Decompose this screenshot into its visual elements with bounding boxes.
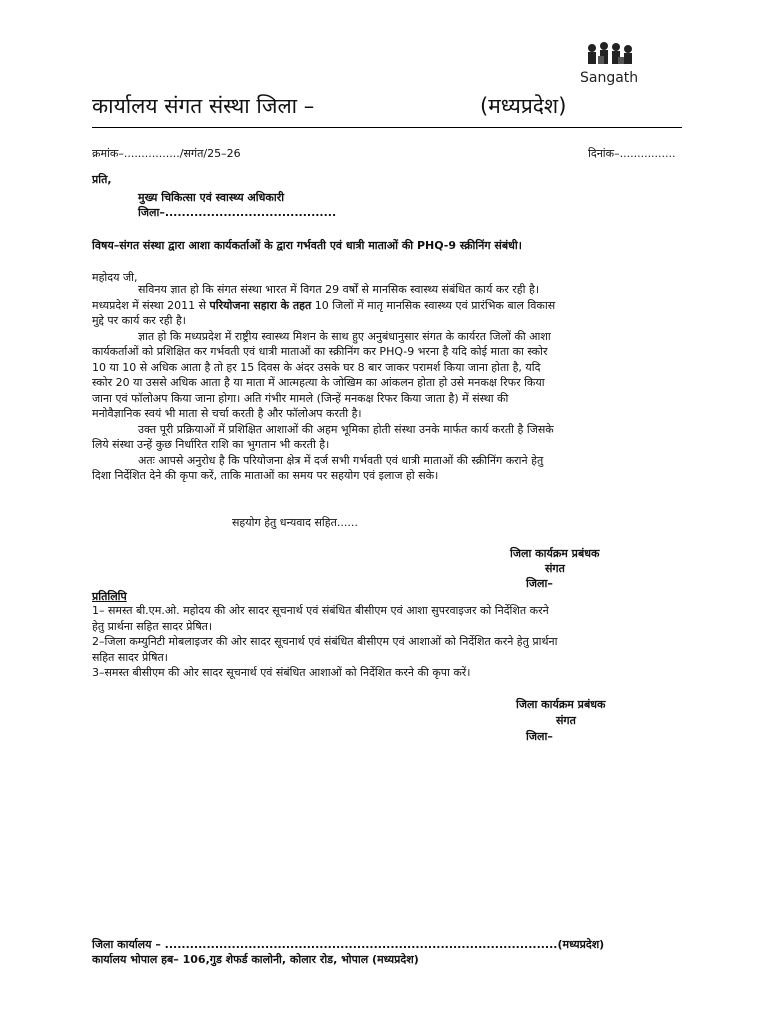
reference-number: क्रमांक–................/सगंत/25–26 — [92, 147, 241, 160]
body-line: दिशा निर्देशित देने की कृपा करें, ताकि माताओं का समय पर सहयोग एवं इलाज हो सके। — [92, 469, 439, 482]
recipient-prati: प्रति, — [92, 173, 112, 186]
body-line: उक्त पूरी प्रक्रियाओं में प्रशिक्षित आशाओं की अहम भूमिका होती संस्था उनके मार्फत कार्य करती है जिसके — [138, 422, 554, 436]
copy-item: 2–जिला कम्युनिटी मोबलाइजर की ओर सादर सूचनार्थ एवं संबंधित बीसीएम एवं आशाओं को निर्देशित करने हेतु प्रार्थना — [92, 635, 558, 648]
copy-item: 1– समस्त बी.एम.ओ. महोदय की ओर सादर सूचनार्थ एवं संबंधित बीसीएम एवं आशा सुपरवाइजर को निर्देशित करने — [92, 604, 549, 617]
letter-date: दिनांक–................ — [588, 147, 676, 160]
body-line: कार्यकर्ताओं को प्रशिक्षित कर गर्भवती एवं धात्री माताओं का स्क्रीनिंग कर PHQ-9 भरना है यदि कोई माता का स्कोर — [92, 345, 548, 358]
signature1-district: जिला– — [526, 577, 553, 590]
copy-item: सहित सादर प्रेषित। — [92, 650, 168, 664]
signature1-title: जिला कार्यक्रम प्रबंधक — [510, 547, 600, 560]
body-line: मुद्दे पर कार्य कर रही है। — [92, 314, 186, 327]
office-title: कार्यालय संगत संस्था जिला – — [92, 94, 315, 118]
body-line — [92, 298, 692, 314]
recipient-district: जिला–......................................... — [138, 206, 337, 219]
thanks-line: सहयोग हेतु धन्यवाद सहित...... — [232, 516, 358, 529]
state-title: (मध्यप्रदेश) — [480, 94, 567, 118]
project-name: परियोजना सहारा के तहत — [209, 298, 312, 312]
logo-text: Sangath — [580, 70, 639, 86]
footer-bhopal-office: कार्यालय भोपाल हब– 106,गुड शेफर्ड कालोनी, कोलार रोड, भोपाल (मध्यप्रदेश) — [92, 953, 419, 966]
signature2-district: जिला– — [526, 730, 553, 743]
people-group-icon — [578, 40, 642, 70]
copy-list — [92, 603, 692, 681]
body-text: 10 जिलों में मातृ मानसिक स्वास्थ्य एवं प्रारंभिक बाल विकास — [311, 298, 556, 312]
copy-item: 3–समस्त बीसीएम की ओर सादर सूचनार्थ एवं संबंधित आशाओं को निर्देशित करने की कृपा करें। — [92, 666, 471, 679]
footer-district-office: जिला कार्यालय – ..............................................................................................(मध्यप्रदेश) — [92, 938, 605, 951]
recipient-designation: मुख्य चिकित्सा एवं स्वास्थ्य अधिकारी — [138, 191, 285, 204]
signature2-org: संगत — [556, 714, 576, 727]
copy-heading: प्रतिलिपि — [92, 590, 127, 603]
body-line: स्कोर 20 या उससे अधिक आता है या माता में आत्महत्या के जोखिम का आंकलन होता हो उसे मनकक्ष रिफर किया — [92, 376, 545, 389]
signature2-title: जिला कार्यक्रम प्रबंधक — [516, 698, 606, 711]
body-text: मध्यप्रदेश में संस्था 2011 से — [92, 298, 210, 312]
body-line: सविनय ज्ञात हो कि संगत संस्था भारत में विगत 29 वर्षों से मानसिक स्वास्थ्य संबंधित कार्य कर रही है। — [138, 283, 539, 296]
salutation: महोदय जी, — [92, 271, 138, 284]
body-line: अतः आपसे अनुरोध है कि परियोजना क्षेत्र में दर्ज सभी गर्भवती एवं धात्री माताओं की स्क्रीनिंग कराने हेतु — [138, 453, 544, 467]
sangath-logo — [578, 40, 644, 90]
body-line: जाना एवं फॉलोअप किया जाना होगा। अति गंभीर मामले (जिन्हें मनकक्ष रिफर किया जाता है) में संस्था की — [92, 391, 509, 405]
copy-item: हेतु प्रार्थना सहित सादर प्रेषित। — [92, 619, 213, 633]
body-line: मनोवैज्ञानिक स्वयं भी माता से चर्चा करती है और फॉलोअप करती है। — [92, 407, 362, 420]
body-line: लिये संस्था उन्हें कुछ निर्धारित राशि का भुगतान भी करती है। — [92, 438, 330, 451]
signature1-org: संगत — [545, 562, 565, 575]
body-line: ज्ञात हो कि मध्यप्रदेश में राष्ट्रीय स्वास्थ्य मिशन के साथ हुए अनुबंधानुसार संगत के कार्यरत जिलों की आशा — [138, 329, 551, 343]
letter-body — [92, 282, 692, 484]
letter-subject: विषय–संगत संस्था द्वारा आशा कार्यकर्ताओं के द्वारा गर्भवती एवं धात्री माताओं की PHQ-9 स्क्रीनिंग संबंधी। — [92, 239, 522, 252]
body-line: 10 या 10 से अधिक आता है तो हर 15 दिवस के अंदर उसके घर 8 बार जाकर परामर्श किया जाना होता है, यदि — [92, 360, 541, 374]
title-divider — [92, 127, 682, 128]
